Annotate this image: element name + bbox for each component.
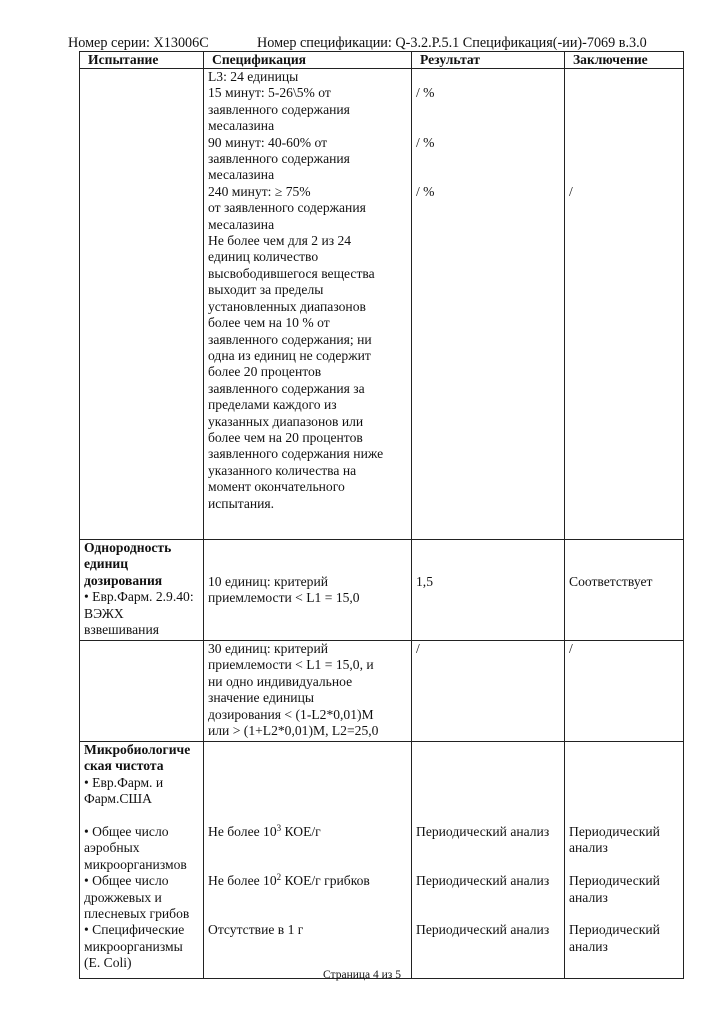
test-cell [80, 641, 204, 742]
table-row [80, 69, 684, 540]
test-cell: Однородность единиц дозирования • Евр.Фарм. 2.9.40: ВЭЖХ взвешивания [80, 540, 204, 641]
specification-cell: Не более $10^3$ КОЕ/г Не более $10^2$ КОЕ/г грибков Отсутствие в 1 г [204, 742, 412, 979]
table-row [80, 742, 684, 979]
test-cell: Микробиологиче ская чистота • Евр.Фарм. и Фарм.США • Общее число аэробных микроорганизмов • Общее число дрожжевых и плесневых грибов • Специфические микроорганизмы (E. Coli) [80, 742, 204, 979]
column-header-specification: Спецификация [204, 52, 412, 69]
specification-cell: 30 единиц: критерий приемлемости < L1 = 15,0, и ни одно индивидуальное значение единицы дозирования < (1-L2*0,01)M или > (1+L2*0,01)M, L2=25,0 [204, 641, 412, 742]
series-number: Номер серии: X13006C [68, 35, 209, 51]
conclusion-240-min: / [569, 183, 573, 199]
page-number: Страница 4 из 5 [323, 969, 401, 981]
conclusion-cell: / [565, 641, 684, 742]
conclusion-cell: Соответствует [565, 540, 684, 641]
specification-cell: L3: 24 единицы 15 минут: 5-26\5% от заявленного содержания месалазина 90 минут: 40-60% от заявленного содержания месалазина 240 минут: ≥ 75% от заявленного содержания месалазина Не более чем для 2 из 24 единиц количество высвободившегося вещества выходит за пределы установленных диапазонов более чем на 10 % от заявленного содержания; ни одна из единиц не содержит более 20 процентов заявленного содержания за пределами каждого из указанных диапазонов или более чем на 20 процентов заявленного содержания ниже указанного количества на момент окончательного испытания. [204, 69, 412, 540]
result-15-min: / % [416, 85, 435, 101]
result-240-min: / % [416, 183, 435, 199]
table-row [80, 641, 684, 742]
result-cell [412, 69, 565, 540]
result-cell: 1,5 [412, 540, 565, 641]
conclusion-cell [565, 69, 684, 540]
test-cell [80, 69, 204, 540]
column-header-test: Испытание [80, 52, 204, 69]
result-cell: Периодический анализ Периодический анализ Периодический анализ [412, 742, 565, 979]
column-header-result: Результат [412, 52, 565, 69]
result-cell: / [412, 641, 565, 742]
column-header-conclusion: Заключение [565, 52, 684, 69]
specification-number: Номер спецификации: Q-3.2.P.5.1 Спецификация(-ии)-7069 в.3.0 [257, 35, 647, 51]
result-90-min: / % [416, 134, 435, 150]
table-header-row [80, 52, 684, 69]
conclusion-cell: Периодический анализ Периодический анализ Периодический анализ [565, 742, 684, 979]
page-header [68, 35, 668, 52]
specification-cell: 10 единиц: критерий приемлемости < L1 = 15,0 [204, 540, 412, 641]
specification-table [79, 51, 684, 979]
table-row [80, 540, 684, 641]
